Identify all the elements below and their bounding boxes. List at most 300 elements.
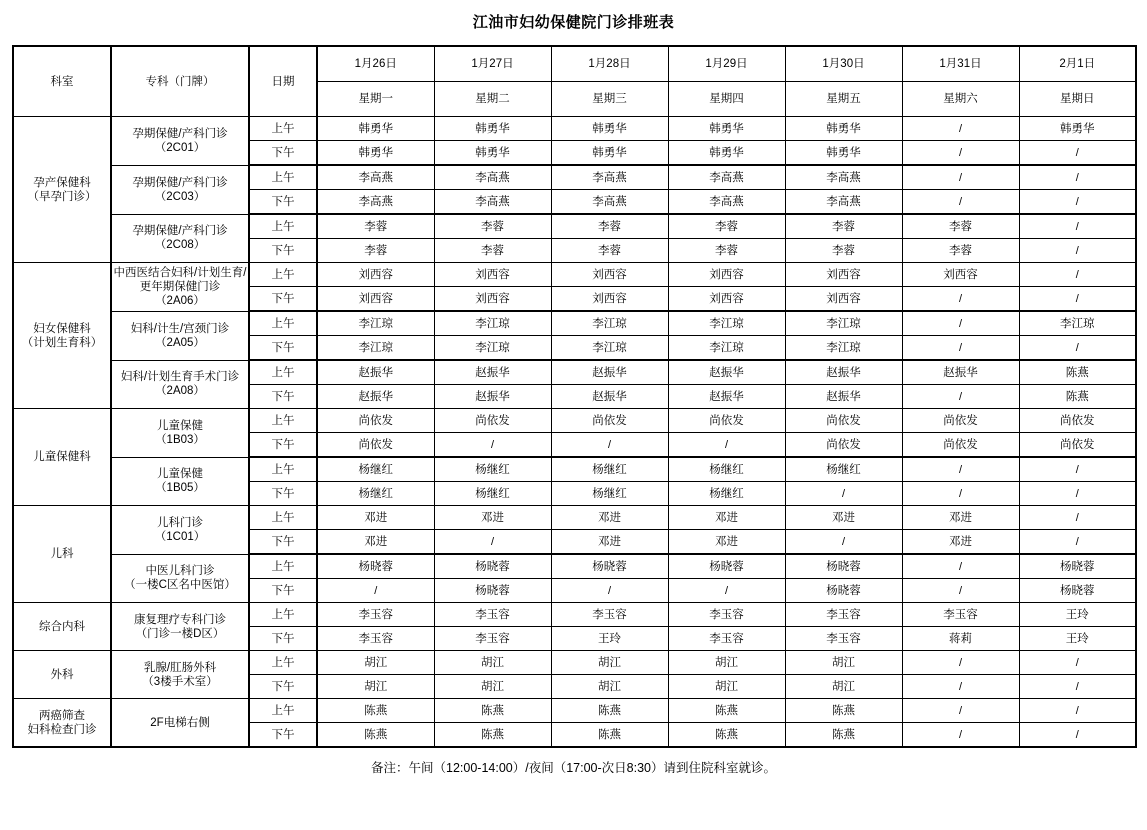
- shift-cell-empty: [902, 141, 1019, 166]
- clinic-room: （一楼C区名中医馆）: [124, 579, 236, 592]
- shift-cell: 尚依发: [317, 409, 434, 433]
- shift-cell: 李蓉: [551, 239, 668, 263]
- clinic-cell: [111, 651, 249, 699]
- shift-cell-empty: [902, 165, 1019, 190]
- header-clinic: 专科（门牌）: [111, 46, 249, 117]
- period-cell-afternoon: 下午: [249, 675, 317, 699]
- clinic-cell: [111, 165, 249, 214]
- clinic-cell: [111, 457, 249, 506]
- slash-icon: /: [1075, 704, 1079, 717]
- slash-icon: /: [958, 728, 963, 741]
- shift-cell: 李江琼: [668, 311, 785, 336]
- shift-cell: 赵振华: [434, 360, 551, 385]
- shift-cell-empty: [1019, 287, 1136, 312]
- period-cell-afternoon: 下午: [249, 287, 317, 312]
- shift-cell: 李玉容: [317, 603, 434, 627]
- table-row: [13, 165, 1136, 190]
- shift-cell: 尚依发: [902, 433, 1019, 458]
- department-subname: （早孕门诊）: [27, 190, 97, 203]
- shift-cell: 韩勇华: [434, 117, 551, 141]
- shift-cell: 李江琼: [434, 336, 551, 361]
- slash-icon: /: [841, 535, 846, 548]
- clinic-name: 乳腺/肛肠外科: [143, 661, 217, 674]
- shift-cell-empty: [1019, 214, 1136, 239]
- shift-cell: 刘西容: [668, 263, 785, 287]
- clinic-cell: [111, 506, 249, 555]
- shift-cell: 尚依发: [317, 433, 434, 458]
- shift-cell: 刘西容: [317, 263, 434, 287]
- shift-cell: 胡江: [551, 651, 668, 675]
- slash-icon: /: [1075, 463, 1079, 476]
- department-cell: [13, 117, 111, 263]
- shift-cell: 赵振华: [317, 360, 434, 385]
- shift-cell: 王玲: [1019, 603, 1136, 627]
- shift-cell: 杨晓蓉: [1019, 554, 1136, 579]
- shift-cell: 尚依发: [902, 409, 1019, 433]
- shift-cell: 李蓉: [317, 214, 434, 239]
- shift-cell-empty: [902, 482, 1019, 506]
- table-row: [13, 699, 1136, 723]
- shift-cell: 李蓉: [902, 239, 1019, 263]
- department-cell: [13, 409, 111, 506]
- slash-icon: /: [958, 463, 963, 476]
- shift-cell-empty: [902, 117, 1019, 141]
- shift-cell: 李高燕: [317, 190, 434, 215]
- clinic-cell: [111, 699, 249, 748]
- shift-cell: 陈燕: [668, 723, 785, 748]
- slash-icon: /: [1075, 244, 1079, 257]
- header-weekday-0: 星期一: [317, 82, 434, 117]
- schedule-table: [12, 45, 1137, 748]
- shift-cell: 李高燕: [434, 190, 551, 215]
- shift-cell: 尚依发: [668, 409, 785, 433]
- shift-cell: 邓进: [902, 506, 1019, 530]
- shift-cell: 蒋莉: [902, 627, 1019, 651]
- clinic-name: 妇科/计生/宫颈门诊: [130, 322, 230, 335]
- clinic-name: 儿童保健: [157, 419, 203, 432]
- shift-cell: 韩勇华: [551, 141, 668, 166]
- shift-cell: 胡江: [785, 675, 902, 699]
- shift-cell-empty: [902, 554, 1019, 579]
- shift-cell-empty: [902, 699, 1019, 723]
- shift-cell-empty: [1019, 190, 1136, 215]
- shift-cell: 陈燕: [434, 723, 551, 748]
- table-row: [13, 651, 1136, 675]
- slash-icon: /: [1075, 171, 1079, 184]
- shift-cell: 李蓉: [551, 214, 668, 239]
- clinic-room: （2C08）: [154, 239, 206, 252]
- header-weekday-6: 星期日: [1019, 82, 1136, 117]
- period-cell-morning: 上午: [249, 699, 317, 723]
- shift-cell-empty: [1019, 723, 1136, 748]
- shift-cell-empty: [317, 579, 434, 603]
- slash-icon: /: [958, 292, 963, 305]
- period-cell-morning: 上午: [249, 117, 317, 141]
- department-cell: [13, 263, 111, 409]
- shift-cell: 李江琼: [551, 311, 668, 336]
- period-cell-morning: 上午: [249, 457, 317, 482]
- header-date-0: 1月26日: [317, 46, 434, 82]
- slash-icon: /: [958, 487, 963, 500]
- period-cell-afternoon: 下午: [249, 627, 317, 651]
- shift-cell: 李蓉: [434, 239, 551, 263]
- shift-cell-empty: [1019, 165, 1136, 190]
- shift-cell: 韩勇华: [317, 141, 434, 166]
- shift-cell: 李蓉: [668, 214, 785, 239]
- footer-note: 备注：午间（12:00-14:00）/夜间（17:00-次日8:30）请到住院科室就诊。: [371, 761, 776, 775]
- shift-cell: 赵振华: [668, 360, 785, 385]
- shift-cell: 陈燕: [1019, 360, 1136, 385]
- table-row: [13, 311, 1136, 336]
- period-cell-morning: 上午: [249, 311, 317, 336]
- table-header: [13, 46, 1136, 117]
- slash-icon: /: [958, 584, 963, 597]
- shift-cell: 杨继红: [434, 457, 551, 482]
- shift-cell: 杨继红: [668, 482, 785, 506]
- shift-cell: 陈燕: [785, 699, 902, 723]
- shift-cell-empty: [902, 675, 1019, 699]
- shift-cell: 韩勇华: [551, 117, 668, 141]
- shift-cell: 刘西容: [551, 263, 668, 287]
- period-cell-afternoon: 下午: [249, 239, 317, 263]
- shift-cell-empty: [902, 190, 1019, 215]
- shift-cell-empty: [668, 579, 785, 603]
- shift-cell: 杨晓蓉: [785, 554, 902, 579]
- clinic-room: （2C03）: [154, 190, 206, 203]
- shift-cell: 王玲: [551, 627, 668, 651]
- period-cell-morning: 上午: [249, 506, 317, 530]
- shift-cell-empty: [1019, 141, 1136, 166]
- shift-cell: 李高燕: [668, 165, 785, 190]
- shift-cell: 李江琼: [785, 336, 902, 361]
- header-row-date: [13, 46, 1136, 82]
- shift-cell: 韩勇华: [785, 117, 902, 141]
- slash-icon: /: [958, 680, 963, 693]
- shift-cell: 杨晓蓉: [1019, 579, 1136, 603]
- shift-cell-empty: [1019, 482, 1136, 506]
- shift-cell: 刘西容: [551, 287, 668, 312]
- shift-cell: 胡江: [551, 675, 668, 699]
- shift-cell: 尚依发: [785, 409, 902, 433]
- department-name: 儿科: [50, 548, 74, 560]
- shift-cell-empty: [902, 287, 1019, 312]
- clinic-name: 妇科/计划生育手术门诊: [120, 371, 240, 384]
- shift-cell: 刘西容: [902, 263, 1019, 287]
- shift-cell: 韩勇华: [317, 117, 434, 141]
- slash-icon: /: [958, 704, 963, 717]
- shift-cell: 李玉容: [317, 627, 434, 651]
- shift-cell: 李蓉: [902, 214, 1019, 239]
- header-period: 日期: [249, 46, 317, 117]
- period-cell-afternoon: 下午: [249, 433, 317, 458]
- shift-cell: 李江琼: [317, 311, 434, 336]
- shift-cell: 刘西容: [317, 287, 434, 312]
- clinic-name: 2F电梯右侧: [150, 716, 210, 729]
- shift-cell: 李江琼: [434, 311, 551, 336]
- header-weekday-4: 星期五: [785, 82, 902, 117]
- shift-cell: 邓进: [551, 530, 668, 555]
- clinic-room: （1B03）: [155, 433, 205, 446]
- slash-icon: /: [841, 487, 846, 500]
- shift-cell: 李玉容: [902, 603, 1019, 627]
- slash-icon: /: [958, 341, 963, 354]
- shift-cell: 李高燕: [317, 165, 434, 190]
- slash-icon: /: [958, 656, 963, 669]
- shift-cell: 杨继红: [785, 457, 902, 482]
- shift-cell: 赵振华: [551, 385, 668, 409]
- shift-cell: 李蓉: [785, 239, 902, 263]
- shift-cell: 陈燕: [551, 723, 668, 748]
- shift-cell: 胡江: [317, 651, 434, 675]
- department-subname: 妇科检查门诊: [27, 723, 97, 736]
- table-row: [13, 506, 1136, 530]
- clinic-room: （2A06）: [155, 294, 205, 307]
- slash-icon: /: [490, 535, 495, 548]
- clinic-name: 中西医结合妇科/计划生育/更年期保健门诊: [113, 266, 247, 293]
- clinic-room: （2C01）: [154, 141, 206, 154]
- shift-cell: 邓进: [317, 530, 434, 555]
- shift-cell: 胡江: [434, 675, 551, 699]
- schedule-body: [13, 117, 1136, 748]
- clinic-room: （门诊一楼D区）: [135, 627, 225, 640]
- shift-cell: 李江琼: [317, 336, 434, 361]
- table-row: [13, 360, 1136, 385]
- department-cell: [13, 506, 111, 603]
- slash-icon: /: [1075, 656, 1079, 669]
- slash-icon: /: [607, 438, 612, 451]
- shift-cell: 李玉容: [551, 603, 668, 627]
- shift-cell: 杨晓蓉: [668, 554, 785, 579]
- shift-cell: 陈燕: [434, 699, 551, 723]
- page-title: 江油市妇幼保健院门诊排班表: [472, 14, 675, 31]
- shift-cell: 陈燕: [317, 723, 434, 748]
- shift-cell: 李蓉: [317, 239, 434, 263]
- shift-cell: 刘西容: [668, 287, 785, 312]
- header-weekday-1: 星期二: [434, 82, 551, 117]
- clinic-room: （1B05）: [155, 482, 205, 495]
- shift-cell: 陈燕: [551, 699, 668, 723]
- shift-cell: 刘西容: [785, 287, 902, 312]
- table-row: [13, 117, 1136, 141]
- period-cell-afternoon: 下午: [249, 530, 317, 555]
- shift-cell-empty: [1019, 263, 1136, 287]
- shift-cell: 杨晓蓉: [317, 554, 434, 579]
- clinic-name: 康复理疗专科门诊: [134, 613, 226, 626]
- shift-cell: 赵振华: [902, 360, 1019, 385]
- shift-cell: 杨晓蓉: [785, 579, 902, 603]
- shift-cell-empty: [902, 336, 1019, 361]
- shift-cell: 刘西容: [434, 263, 551, 287]
- slash-icon: /: [958, 171, 963, 184]
- shift-cell-empty: [902, 651, 1019, 675]
- department-cell: [13, 699, 111, 748]
- shift-cell: 韩勇华: [668, 141, 785, 166]
- shift-cell: 胡江: [785, 651, 902, 675]
- department-cell: [13, 651, 111, 699]
- shift-cell-empty: [1019, 506, 1136, 530]
- clinic-cell: [111, 409, 249, 458]
- table-row: [13, 554, 1136, 579]
- shift-cell: 尚依发: [1019, 409, 1136, 433]
- shift-cell: 赵振华: [434, 385, 551, 409]
- department-name: 综合内科: [39, 620, 85, 633]
- clinic-cell: [111, 117, 249, 166]
- shift-cell: 杨继红: [551, 457, 668, 482]
- slash-icon: /: [958, 560, 963, 573]
- slash-icon: /: [724, 584, 729, 597]
- period-cell-morning: 上午: [249, 554, 317, 579]
- slash-icon: /: [1075, 268, 1079, 281]
- shift-cell: 邓进: [317, 506, 434, 530]
- header-date-3: 1月29日: [668, 46, 785, 82]
- slash-icon: /: [1075, 292, 1079, 305]
- shift-cell-empty: [785, 530, 902, 555]
- shift-cell: 邓进: [551, 506, 668, 530]
- shift-cell-empty: [434, 530, 551, 555]
- shift-cell: 胡江: [434, 651, 551, 675]
- clinic-cell: [111, 214, 249, 263]
- slash-icon: /: [958, 390, 963, 403]
- shift-cell: 李高燕: [551, 165, 668, 190]
- clinic-name: 儿科门诊: [157, 516, 203, 529]
- period-cell-afternoon: 下午: [249, 482, 317, 506]
- slash-icon: /: [1075, 195, 1079, 208]
- slash-icon: /: [958, 317, 963, 330]
- shift-cell: 杨继红: [317, 482, 434, 506]
- shift-cell: 杨继红: [317, 457, 434, 482]
- period-cell-morning: 上午: [249, 263, 317, 287]
- shift-cell: 李高燕: [785, 165, 902, 190]
- shift-cell: 李高燕: [668, 190, 785, 215]
- shift-cell: 刘西容: [785, 263, 902, 287]
- period-cell-morning: 上午: [249, 603, 317, 627]
- shift-cell: 李玉容: [668, 627, 785, 651]
- department-name: 儿童保健科: [33, 451, 91, 463]
- clinic-room: （3楼手术室）: [142, 675, 218, 688]
- shift-cell: 赵振华: [785, 385, 902, 409]
- shift-cell: 李蓉: [668, 239, 785, 263]
- shift-cell: 李蓉: [434, 214, 551, 239]
- shift-cell: 李玉容: [785, 603, 902, 627]
- department-name: 外科: [50, 668, 74, 681]
- header-weekday-3: 星期四: [668, 82, 785, 117]
- shift-cell-empty: [551, 433, 668, 458]
- shift-cell: 李高燕: [434, 165, 551, 190]
- slash-icon: /: [724, 438, 729, 451]
- period-cell-afternoon: 下午: [249, 190, 317, 215]
- shift-cell: 杨晓蓉: [434, 554, 551, 579]
- shift-cell: 李玉容: [434, 627, 551, 651]
- slash-icon: /: [958, 146, 963, 159]
- shift-cell: 陈燕: [1019, 385, 1136, 409]
- slash-icon: /: [1075, 220, 1079, 233]
- slash-icon: /: [1075, 535, 1079, 548]
- department-name: 两癌筛查: [39, 709, 85, 722]
- shift-cell-empty: [668, 433, 785, 458]
- shift-cell: 王玲: [1019, 627, 1136, 651]
- shift-cell-empty: [1019, 336, 1136, 361]
- shift-cell-empty: [1019, 699, 1136, 723]
- shift-cell: 韩勇华: [785, 141, 902, 166]
- shift-cell-empty: [902, 385, 1019, 409]
- shift-cell-empty: [1019, 530, 1136, 555]
- shift-cell: 杨继红: [434, 482, 551, 506]
- shift-cell: 李江琼: [551, 336, 668, 361]
- header-department: 科室: [13, 46, 111, 117]
- shift-cell-empty: [434, 433, 551, 458]
- shift-cell: 胡江: [668, 675, 785, 699]
- shift-cell: 赵振华: [551, 360, 668, 385]
- table-row: [13, 409, 1136, 433]
- period-cell-afternoon: 下午: [249, 579, 317, 603]
- clinic-name: 中医儿科门诊: [145, 565, 215, 578]
- slash-icon: /: [1075, 341, 1079, 354]
- header-date-1: 1月27日: [434, 46, 551, 82]
- table-row: [13, 603, 1136, 627]
- shift-cell-empty: [1019, 651, 1136, 675]
- shift-cell: 李高燕: [551, 190, 668, 215]
- clinic-name: 儿童保健: [157, 468, 203, 481]
- shift-cell: 尚依发: [1019, 433, 1136, 458]
- shift-cell: 李玉容: [434, 603, 551, 627]
- shift-cell: 尚依发: [785, 433, 902, 458]
- shift-cell: 韩勇华: [1019, 117, 1136, 141]
- slash-icon: /: [1075, 487, 1079, 500]
- shift-cell: 赵振华: [668, 385, 785, 409]
- shift-cell: 陈燕: [668, 699, 785, 723]
- table-row: [13, 263, 1136, 287]
- shift-cell-empty: [551, 579, 668, 603]
- shift-cell: 李江琼: [668, 336, 785, 361]
- shift-cell: 邓进: [902, 530, 1019, 555]
- shift-cell-empty: [1019, 675, 1136, 699]
- shift-cell: 尚依发: [551, 409, 668, 433]
- header-weekday-5: 星期六: [902, 82, 1019, 117]
- shift-cell-empty: [902, 311, 1019, 336]
- shift-cell: 李江琼: [1019, 311, 1136, 336]
- table-row: [13, 457, 1136, 482]
- slash-icon: /: [490, 438, 495, 451]
- shift-cell: 杨继红: [668, 457, 785, 482]
- period-cell-morning: 上午: [249, 651, 317, 675]
- shift-cell: 李玉容: [668, 603, 785, 627]
- period-cell-afternoon: 下午: [249, 723, 317, 748]
- shift-cell: 杨继红: [551, 482, 668, 506]
- shift-cell-empty: [902, 723, 1019, 748]
- clinic-name: 孕期保健/产科门诊: [132, 225, 228, 238]
- clinic-room: （2A05）: [155, 336, 205, 349]
- clinic-cell: [111, 554, 249, 603]
- slash-icon: /: [1075, 146, 1079, 159]
- shift-cell-empty: [902, 457, 1019, 482]
- shift-cell-empty: [902, 579, 1019, 603]
- slash-icon: /: [374, 584, 378, 597]
- shift-cell-empty: [1019, 457, 1136, 482]
- shift-cell: 邓进: [668, 506, 785, 530]
- slash-icon: /: [1075, 680, 1079, 693]
- shift-cell: 刘西容: [434, 287, 551, 312]
- shift-cell: 尚依发: [434, 409, 551, 433]
- shift-cell: 李玉容: [785, 627, 902, 651]
- period-cell-morning: 上午: [249, 165, 317, 190]
- shift-cell: 陈燕: [317, 699, 434, 723]
- shift-cell: 胡江: [668, 651, 785, 675]
- shift-cell: 李江琼: [785, 311, 902, 336]
- clinic-room: （2A08）: [155, 385, 205, 398]
- period-cell-afternoon: 下午: [249, 336, 317, 361]
- clinic-name: 孕期保健/产科门诊: [132, 127, 228, 140]
- shift-cell: 杨晓蓉: [551, 554, 668, 579]
